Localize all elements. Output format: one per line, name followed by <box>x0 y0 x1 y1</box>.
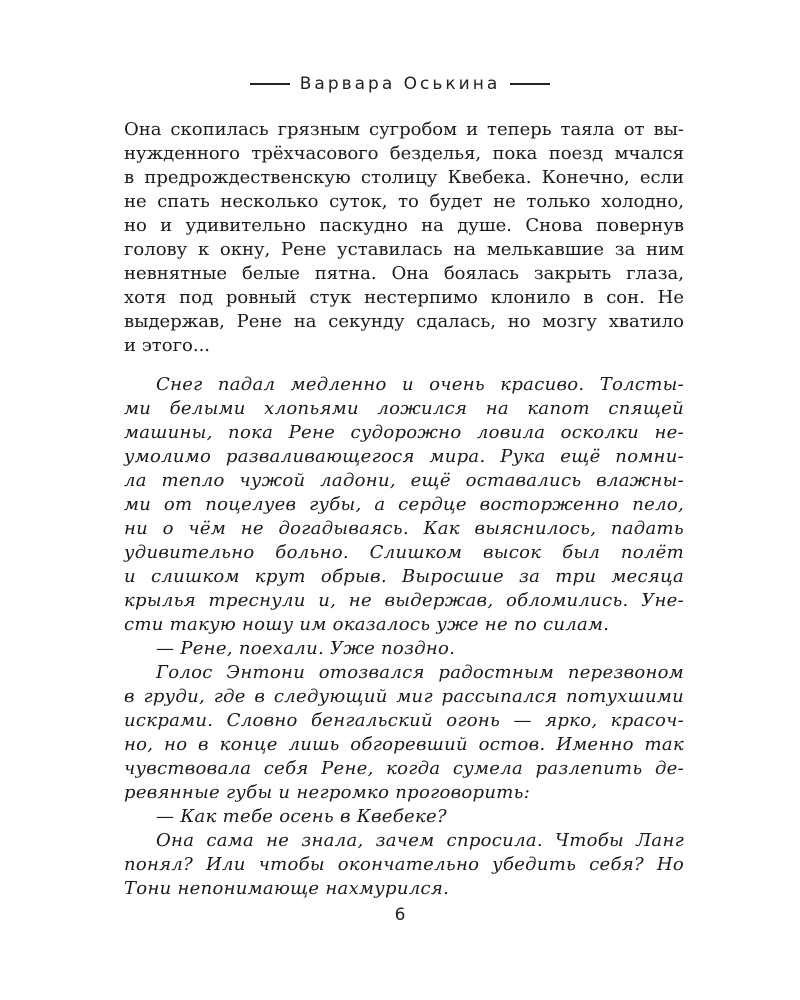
text-line: машины, пока Рене судорожно ловила осколки не- <box>124 422 684 443</box>
text-line: голову к окну, Рене уставилась на мелькавшие за ним <box>124 239 684 260</box>
text-line: чувствовала себя Рене, когда сумела разлепить де- <box>124 758 684 779</box>
text-line: Она скопилась грязным сугробом и теперь таяла от вы- <box>124 119 684 140</box>
text-line: и слишком крут обрыв. Выросшие за три месяца <box>124 566 684 587</box>
text-line: но и удивительно паскудно на душе. Снова повернув <box>124 215 684 236</box>
dialogue-line: — Как тебе осень в Квебеке? <box>156 806 447 827</box>
author-name: Варвара Оськина <box>299 74 501 94</box>
page-number: 6 <box>394 905 406 925</box>
text-line: Тони непонимающе нахмурился. <box>124 878 450 899</box>
text-line: ми белыми хлопьями ложился на капот спящей <box>124 398 684 419</box>
text-line: сти такую ношу им оказалось уже не по силам. <box>124 614 610 635</box>
text-line: в предрождественскую столицу Квебека. Конечно, если <box>124 167 684 188</box>
text-line: невнятные белые пятна. Она боялась закрыть глаза, <box>124 263 684 284</box>
text-line: но, но в конце лишь обгоревший остов. Именно так <box>124 734 684 755</box>
text-line: понял? Или чтобы окончательно убедить себя? Но <box>124 854 684 875</box>
regular-paragraph <box>124 118 684 358</box>
text-line: и этого... <box>124 335 211 356</box>
text-line: в груди, где в следующий миг рассыпался потухшими <box>124 686 684 707</box>
text-line: умолимо разваливающегося мира. Рука ещё помни- <box>124 446 684 467</box>
text-line: удивительно больно. Слишком высок был полёт <box>124 542 684 563</box>
text-line: ла тепло чужой ладони, ещё оставались влажны- <box>124 470 684 491</box>
text-line: ревянные губы и негромко проговорить: <box>124 782 531 803</box>
text-line: Она сама не знала, зачем спросила. Чтобы Ланг <box>156 830 684 851</box>
dialogue-line: — Рене, поехали. Уже поздно. <box>156 638 456 659</box>
text-line: не спать несколько суток, то будет не только холодно, <box>124 191 684 212</box>
text-line: Голос Энтони отозвался радостным перезвоном <box>156 662 684 683</box>
italic-passage <box>124 373 684 901</box>
header-rule-left <box>250 83 290 85</box>
text-line: ми от поцелуев губы, а сердце восторженно пело, <box>124 494 684 515</box>
text-line: выдержав, Рене на секунду сдалась, но мозгу хватило <box>124 311 684 332</box>
text-line: хотя под ровный стук нестерпимо клонило в сон. Не <box>124 287 684 308</box>
text-line: искрами. Словно бенгальский огонь — ярко, красоч- <box>124 710 684 731</box>
header-rule-right <box>510 83 550 85</box>
text-line: нужденного трёхчасового безделья, пока поезд мчался <box>124 143 684 164</box>
running-header <box>0 74 800 94</box>
text-line: крылья треснули и, не выдержав, обломились. Уне- <box>124 590 684 611</box>
text-line: ни о чём не догадываясь. Как выяснилось, падать <box>124 518 684 539</box>
text-line: Снег падал медленно и очень красиво. Толсты- <box>156 374 684 395</box>
